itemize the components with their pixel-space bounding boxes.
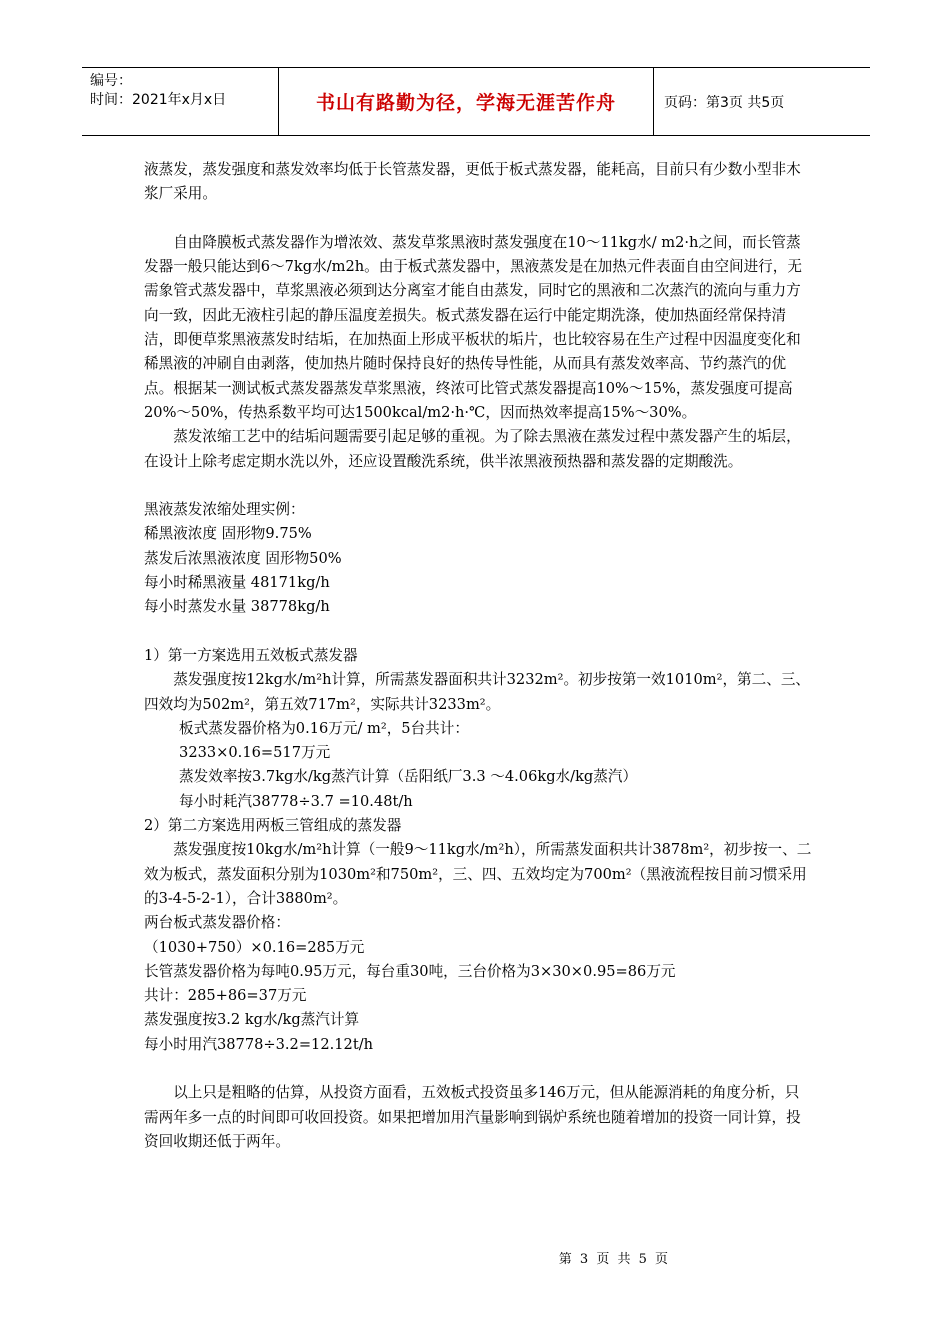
scheme-1-title: 1）第一方案选用五效板式蒸发器 bbox=[144, 646, 358, 664]
scheme-1-line-1: 板式蒸发器价格为0.16万元/ m²，5台共计： bbox=[179, 719, 469, 737]
scheme-2-line-4: 共计：285+86=37万元 bbox=[144, 987, 307, 1005]
spacer bbox=[144, 1057, 812, 1081]
scheme-1-paragraph: 蒸发强度按12kg水/m²h计算，所需蒸发器面积共计3232m²。初步按第一效1010m²，第二、三、四效均为502m²，第五效717m²，实际共计3233m²。 bbox=[144, 671, 811, 713]
scheme-2-title: 2）第二方案选用两板三管组成的蒸发器 bbox=[144, 817, 402, 835]
scheme-2-paragraph: 蒸发强度按10kg水/m²h计算（一般9～11kg水/m²h），所需蒸发面积共计3878m²，初步按一、二效为板式，蒸发面积分别为1030m²和750m²，三、四、五效均定为700m²（黑液流程按目前习惯采用的3-4-5-2-1），合计3880m²。 bbox=[144, 841, 812, 907]
example-line-4: 每小时蒸发水量 38778kg/h bbox=[144, 598, 330, 616]
conclusion-paragraph: 以上只是粗略的估算，从投资方面看，五效板式投资虽多146万元，但从能源消耗的角度分析，只需两年多一点的时间即可收回投资。如果把增加用汽量影响到锅炉系统也随着增加的投资一同计算，投资回收期还低于两年。 bbox=[144, 1084, 801, 1150]
header-number-label: 编号： bbox=[90, 73, 132, 89]
example-line-3: 每小时稀黑液量 48171kg/h bbox=[144, 574, 330, 592]
example-title: 黑液蒸发浓缩处理实例： bbox=[144, 501, 305, 519]
header-meta bbox=[82, 68, 279, 135]
scheme-2-line-6: 每小时用汽38778÷3.2=12.12t/h bbox=[144, 1035, 374, 1053]
scheme-1-line-3: 蒸发效率按3.7kg水/kg蒸汽计算（岳阳纸厂3.3 ～4.06kg水/kg蒸汽） bbox=[179, 768, 638, 786]
page-header bbox=[82, 67, 870, 136]
example-line-1: 稀黑液浓度 固形物9.75% bbox=[144, 525, 312, 543]
header-time-label: 时间：2021年x月x日 bbox=[90, 92, 227, 108]
scheme-2-line-5: 蒸发强度按3.2 kg水/kg蒸汽计算 bbox=[144, 1011, 360, 1029]
scheme-1-line-2: 3233×0.16=517万元 bbox=[179, 744, 331, 762]
header-page-info: 页码：第3页 共5页 bbox=[664, 94, 785, 111]
paragraph-3: 蒸发浓缩工艺中的结垢问题需要引起足够的重视。为了除去黑液在蒸发过程中蒸发器产生的垢层，在设计上除考虑定期水洗以外，还应设置酸洗系统，供半浓黑液预热器和蒸发器的定期酸洗。 bbox=[144, 428, 801, 470]
page-footer: 第 3 页 共 5 页 bbox=[558, 1252, 670, 1267]
header-motto: 书山有路勤为径，学海无涯苦作舟 bbox=[279, 68, 654, 135]
scheme-2-line-3: 长管蒸发器价格为每吨0.95万元，每台重30吨，三台价格为3×30×0.95=86万元 bbox=[144, 962, 676, 980]
document-body bbox=[144, 158, 812, 1154]
spacer bbox=[144, 620, 812, 644]
example-line-2: 蒸发后浓黑液浓度 固形物50% bbox=[144, 549, 342, 567]
spacer bbox=[144, 207, 812, 231]
paragraph-2: 自由降膜板式蒸发器作为增浓效、蒸发草浆黑液时蒸发强度在10～11kg水/ m2·h之间，而长管蒸发器一般只能达到6～7kg水/m2h。由于板式蒸发器中，黑液蒸发是在加热元件表面自由空间进行，无需象管式蒸发器中，草浆黑液必须到达分离室才能自由蒸发，同时它的黑液和二次蒸汽的流向与重力方向一致，因此无液柱引起的静压温度差损失。板式蒸发器在运行中能定期洗涤，使加热面经常保持清洁，即便草浆黑液蒸发时结垢，在加热面上形成平板状的垢片，也比较容易在生产过程中因温度变化和稀黑液的冲刷自由剥落，使加热片随时保持良好的热传导性能，从而具有蒸发效率高、节约蒸汽的优点。根据某一测试板式蒸发器蒸发草浆黑液，终浓可比管式蒸发器提高10%～15%，蒸发强度可提高20%～50%，传热系数平均可达1500kcal/m2·h·℃，因而热效率提高15%～30%。 bbox=[144, 233, 802, 421]
scheme-1-line-4: 每小时耗汽38778÷3.7 =10.48t/h bbox=[179, 792, 413, 810]
scheme-2-line-2: （1030+750）×0.16=285万元 bbox=[144, 938, 365, 956]
scheme-2-line-1: 两台板式蒸发器价格： bbox=[144, 914, 290, 932]
paragraph-1: 液蒸发，蒸发强度和蒸发效率均低于长管蒸发器，更低于板式蒸发器，能耗高，目前只有少数小型非木浆厂采用。 bbox=[144, 161, 801, 203]
spacer bbox=[144, 474, 812, 498]
